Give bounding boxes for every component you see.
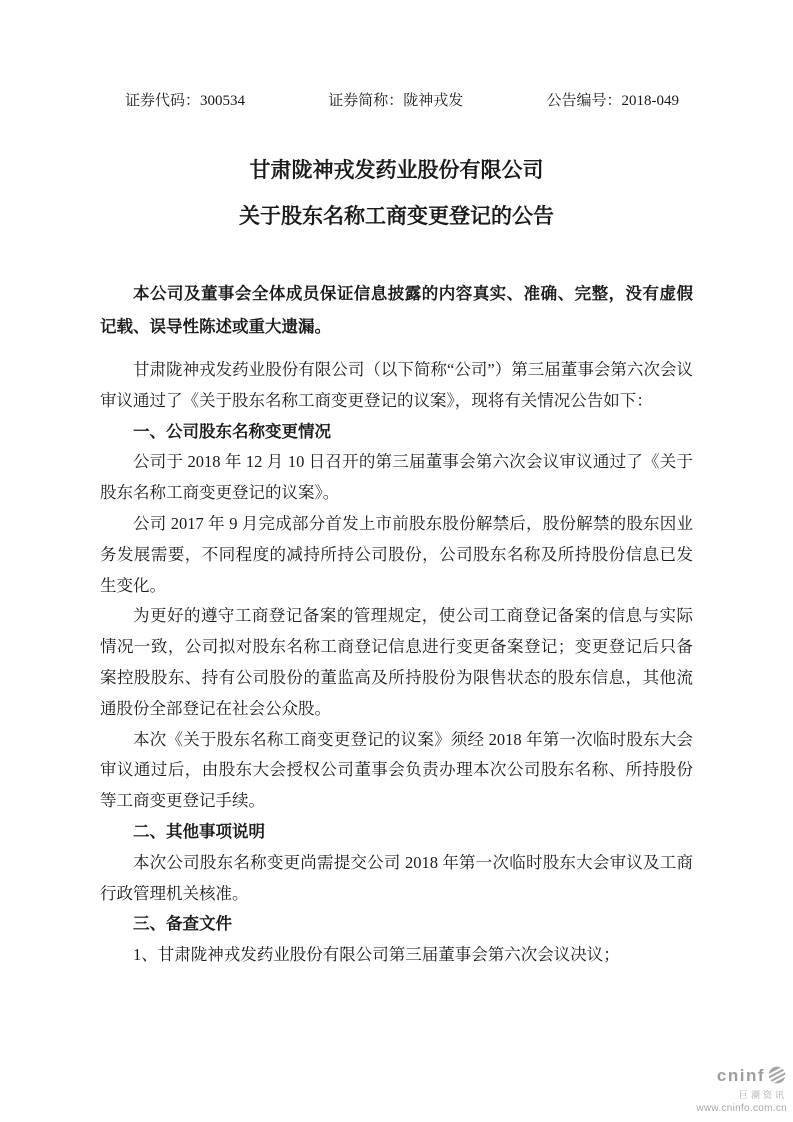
cninfo-brand-text: cninf bbox=[716, 1066, 765, 1086]
cninfo-chinese-name: 巨潮资讯 bbox=[738, 1090, 787, 1101]
company-name-title: 甘肃陇神戎发药业股份有限公司 bbox=[249, 158, 544, 182]
section-3-list-item-1: 1、甘肃陇神戎发药业股份有限公司第三届董事会第六次会议决议； bbox=[133, 945, 620, 965]
title-block bbox=[0, 156, 793, 230]
section-1-paragraph-4: 本次《关于股东名称工商变更登记的议案》须经 2018 年第一次临时股东大会审议通过后，由股东大会授权公司董事会负责办理本次公司股东名称、所持股份等工商变更登记手续。 bbox=[100, 729, 693, 811]
section-1-paragraph-3: 为更好的遵守工商登记备案的管理规定，使公司工商登记备案的信息与实际情况一致，公司拟对股东名称工商登记信息进行变更备案登记；变更登记后只备案控股股东、持有公司股份的董监高及所持股份为限售状态的股东信息，其他流通股份全部登记在社会公众股。 bbox=[100, 606, 693, 718]
section-2-heading: 二、其他事项说明 bbox=[133, 821, 265, 841]
stock-code-label: 证券代码：300534 bbox=[125, 93, 246, 109]
intro-paragraph: 甘肃陇神戎发药业股份有限公司（以下简称“公司”）第三届董事会第六次会议审议通过了《关于股东名称工商变更登记的议案》，现将有关情况公告如下： bbox=[100, 360, 693, 410]
section-1-heading: 一、公司股东名称变更情况 bbox=[133, 421, 331, 441]
disclaimer-paragraph: 本公司及董事会全体成员保证信息披露的内容真实、准确、完整，没有虚假记载、误导性陈述或重大遗漏。 bbox=[100, 284, 693, 336]
section-3-heading: 三、备查文件 bbox=[133, 914, 232, 934]
cninfo-website-url: www.cninfo.com.cn bbox=[696, 1103, 787, 1114]
cninfo-watermark bbox=[696, 1065, 787, 1114]
section-1-paragraph-2: 公司 2017 年 9 月完成部分首发上市前股东股份解禁后，股份解禁的股东因业务发展需要，不同程度的减持所持公司股份，公司股东名称及所持股份信息已发生变化。 bbox=[100, 513, 693, 595]
cninfo-brand-row bbox=[696, 1065, 787, 1090]
document-body bbox=[100, 355, 693, 971]
announcement-number-label: 公告编号：2018-049 bbox=[546, 93, 679, 109]
document-header bbox=[100, 91, 693, 111]
announcement-title: 关于股东名称工商变更登记的公告 bbox=[239, 204, 554, 228]
section-1-paragraph-1: 公司于 2018 年 12 月 10 日召开的第三届董事会第六次会议审议通过了《关于股东名称工商变更登记的议案》。 bbox=[100, 452, 693, 503]
stock-abbr-label: 证券简称：陇神戎发 bbox=[328, 93, 464, 109]
section-2-paragraph-1: 本次公司股东名称变更尚需提交公司 2018 年第一次临时股东大会审议及工商行政管理机关核准。 bbox=[100, 852, 693, 903]
cninfo-swirl-icon bbox=[767, 1065, 787, 1090]
